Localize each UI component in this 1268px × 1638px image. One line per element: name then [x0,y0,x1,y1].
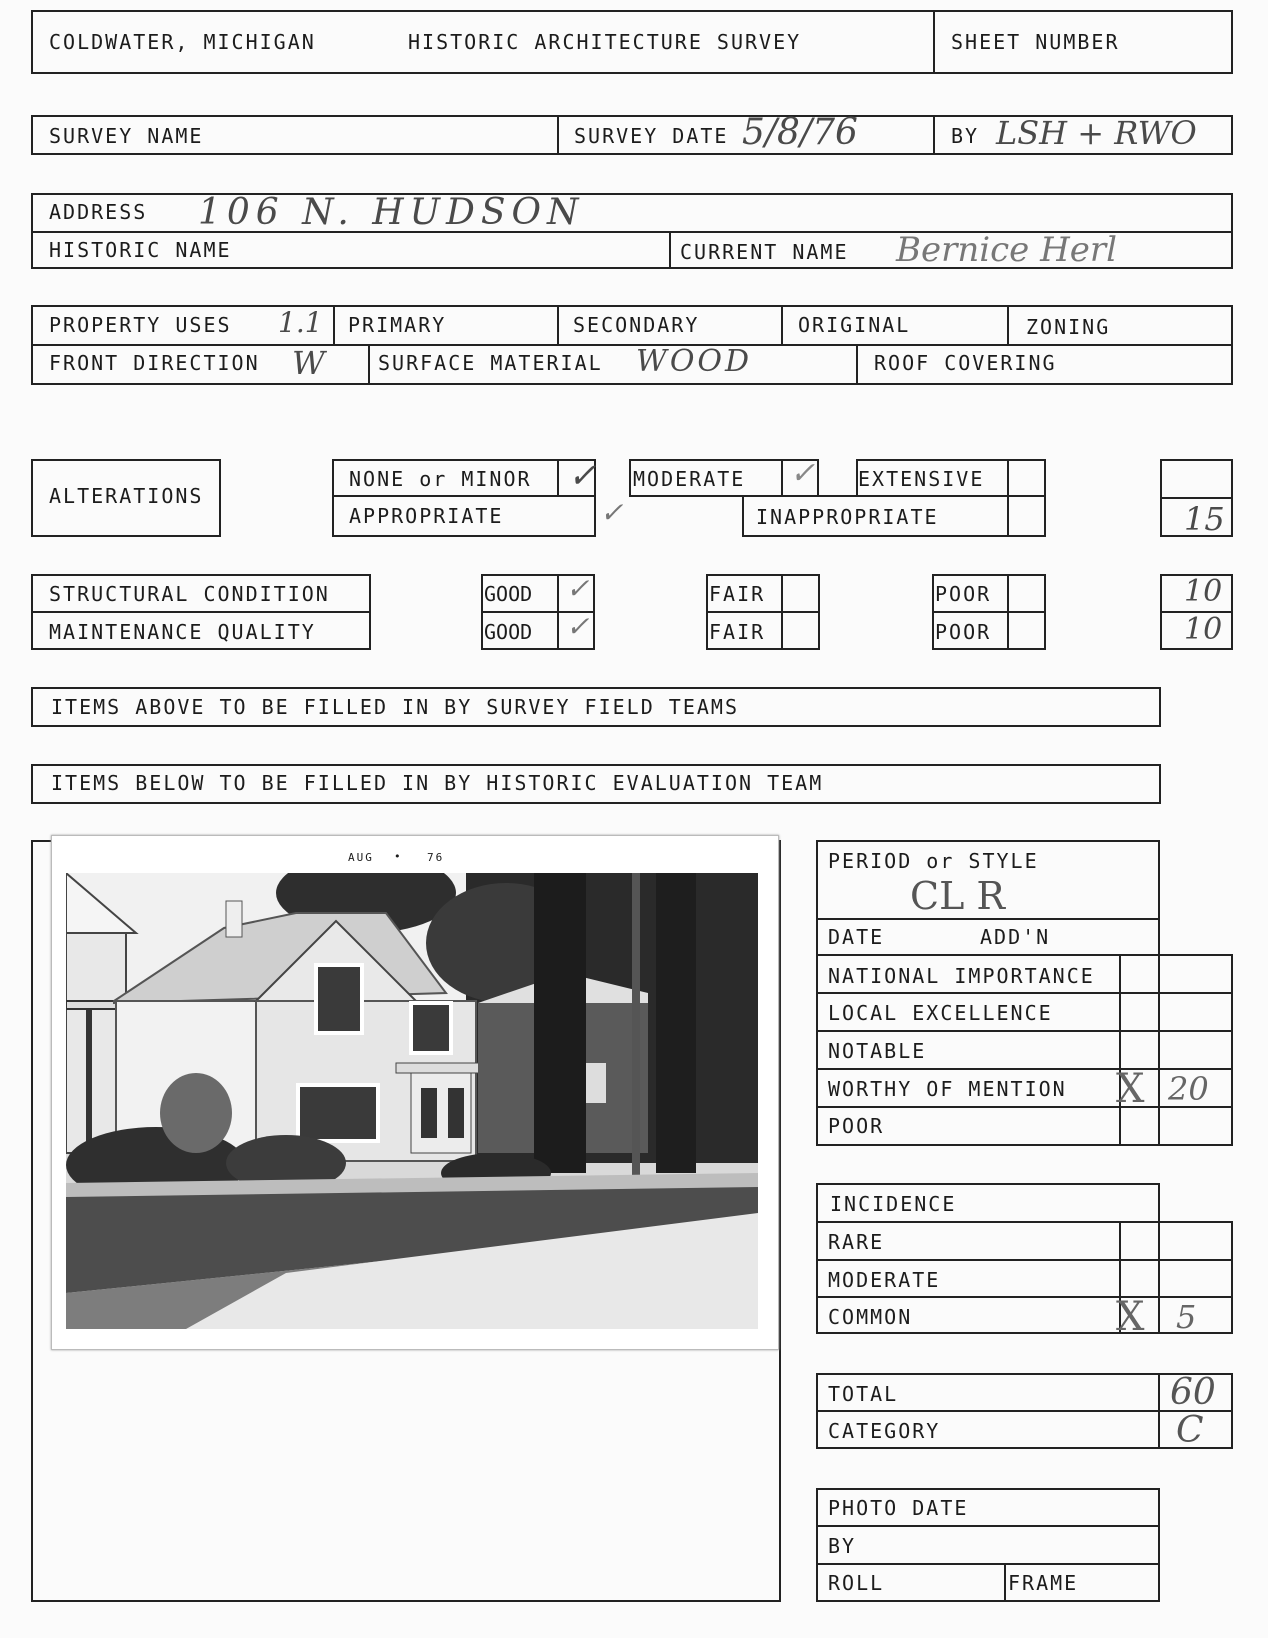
importance-col-1 [1119,954,1121,1146]
photo-by-label: BY [828,1534,857,1558]
city-label: COLDWATER, MICHIGAN [49,30,316,54]
worthy-of-mention-mark: X [1116,1066,1145,1112]
extensive-label: EXTENSIVE [858,467,985,491]
historic-name-label: HISTORIC NAME [49,238,232,262]
notable-label: NOTABLE [828,1039,927,1063]
maintenance-quality-label: MAINTENANCE QUALITY [49,620,316,644]
zoning-label: ZONING [1026,315,1111,339]
photo-stamp-year: 76 [427,851,445,864]
local-excellence-label: LOCAL EXCELLENCE [828,1001,1053,1025]
moderate-check-divider [781,459,783,497]
moderate-label: MODERATE [633,467,746,491]
maintenance-score: 10 [1184,612,1223,647]
none-minor-check-divider [557,459,559,497]
alterations-score: 15 [1184,500,1225,538]
inappropriate-label: INAPPROPRIATE [756,505,939,529]
common-mark: X [1116,1294,1145,1340]
period-style-label: PERIOD or STYLE [828,849,1039,873]
appropriate-mark: ✓ [600,496,624,529]
property-row-line [31,344,1233,346]
survey-by-label: BY [951,124,980,148]
photo-date-label: PHOTO DATE [828,1496,969,1520]
photo-info-col [1004,1563,1006,1602]
surface-material-value: WOOD [636,344,753,379]
survey-date-label: SURVEY DATE [574,124,729,148]
common-score: 5 [1176,1298,1197,1336]
surface-material-label: SURFACE MATERIAL [378,351,603,375]
totals-col-line [1158,1373,1160,1449]
maintenance-good-label: GOOD [484,620,533,644]
field-teams-note: ITEMS ABOVE TO BE FILLED IN BY SURVEY FIELD TEAMS [51,695,740,719]
fair-check-divider [781,574,783,650]
property-uses-value: 1.1 [278,306,323,339]
property-divider-3 [781,305,783,344]
structural-fair-label: FAIR [709,582,766,606]
maintenance-poor-label: POOR [935,620,992,644]
incidence-col-2 [1158,1221,1160,1334]
importance-row-1 [816,992,1233,994]
photo-stamp-month: AUG [348,851,374,864]
structural-good-label: GOOD [484,582,533,606]
period-style-value: CL R [910,874,1005,918]
roll-label: ROLL [828,1571,885,1595]
primary-label: PRIMARY [348,313,447,337]
header-divider [933,10,935,74]
property-divider-5 [368,344,370,385]
address-divider [669,231,671,269]
maintenance-fair-label: FAIR [709,620,766,644]
current-name-label: CURRENT NAME [680,240,849,264]
survey-divider-2 [933,115,935,155]
front-direction-value: W [292,344,325,382]
property-divider-2 [557,305,559,344]
original-label: ORIGINAL [798,313,911,337]
secondary-label: SECONDARY [573,313,700,337]
structural-poor-label: POOR [935,582,992,606]
photo-stamp-dot: • [394,850,403,863]
address-label: ADDRESS [49,200,148,224]
structural-good-mark: ✓ [566,572,590,605]
total-value: 60 [1170,1372,1216,1413]
incidence-label: INCIDENCE [830,1192,957,1216]
survey-date-value: 5/8/76 [742,112,858,153]
photo-info-row-1 [816,1525,1160,1527]
fair-row-line [706,611,820,613]
front-direction-label: FRONT DIRECTION [49,351,260,375]
good-check-divider [557,574,559,650]
survey-title: HISTORIC ARCHITECTURE SURVEY [408,30,802,54]
category-value: C [1176,1410,1204,1451]
rare-label: RARE [828,1230,885,1254]
frame-label: FRAME [1008,1571,1079,1595]
national-importance-label: NATIONAL IMPORTANCE [828,964,1095,988]
survey-name-label: SURVEY NAME [49,124,204,148]
alterations-label: ALTERATIONS [49,484,204,508]
survey-by-value: LSH + RWO [996,114,1197,152]
category-label: CATEGORY [828,1419,941,1443]
poor-check-divider [1007,574,1009,650]
alterations-score-line [1160,497,1233,499]
importance-col-2 [1158,954,1160,1146]
sheet-number-label: SHEET NUMBER [951,30,1120,54]
property-divider-1 [333,305,335,344]
inappropriate-check-divider [1007,495,1009,537]
structural-score: 10 [1184,574,1223,609]
structural-condition-label: STRUCTURAL CONDITION [49,582,330,606]
evaluation-team-note: ITEMS BELOW TO BE FILLED IN BY HISTORIC EVALUATION TEAM [51,771,824,795]
total-label: TOTAL [828,1382,899,1406]
property-divider-6 [856,344,858,385]
photo-info-row-2 [816,1563,1160,1565]
roof-covering-label: ROOF COVERING [874,351,1057,375]
appropriate-label: APPROPRIATE [349,504,504,528]
none-minor-mark: ✓ [568,456,597,496]
date-label: DATE [828,925,885,949]
property-uses-label: PROPERTY USES [49,313,232,337]
extensive-check-divider [1007,459,1009,497]
importance-row-2 [816,1030,1233,1032]
incidence-row-1 [816,1259,1233,1261]
moderate-incidence-label: MODERATE [828,1268,941,1292]
address-value: 106 N. HUDSON [198,192,585,233]
worthy-of-mention-label: WORTHY OF MENTION [828,1077,1067,1101]
property-divider-4 [1007,305,1009,344]
condition-label-line [31,611,371,613]
current-name-value: Bernice Herl [896,230,1117,270]
poor-row-line [932,611,1046,613]
moderate-mark: ✓ [790,456,816,491]
maintenance-good-mark: ✓ [566,610,590,643]
incidence-row-2 [816,1296,1233,1298]
common-label: COMMON [828,1305,913,1329]
addn-label: ADD'N [980,925,1051,949]
house-photo [66,873,758,1329]
none-minor-label: NONE or MINOR [349,467,532,491]
survey-divider-1 [557,115,559,155]
period-date-line [816,918,1160,920]
poor-rating-label: POOR [828,1114,885,1138]
worthy-of-mention-score: 20 [1168,1070,1209,1108]
